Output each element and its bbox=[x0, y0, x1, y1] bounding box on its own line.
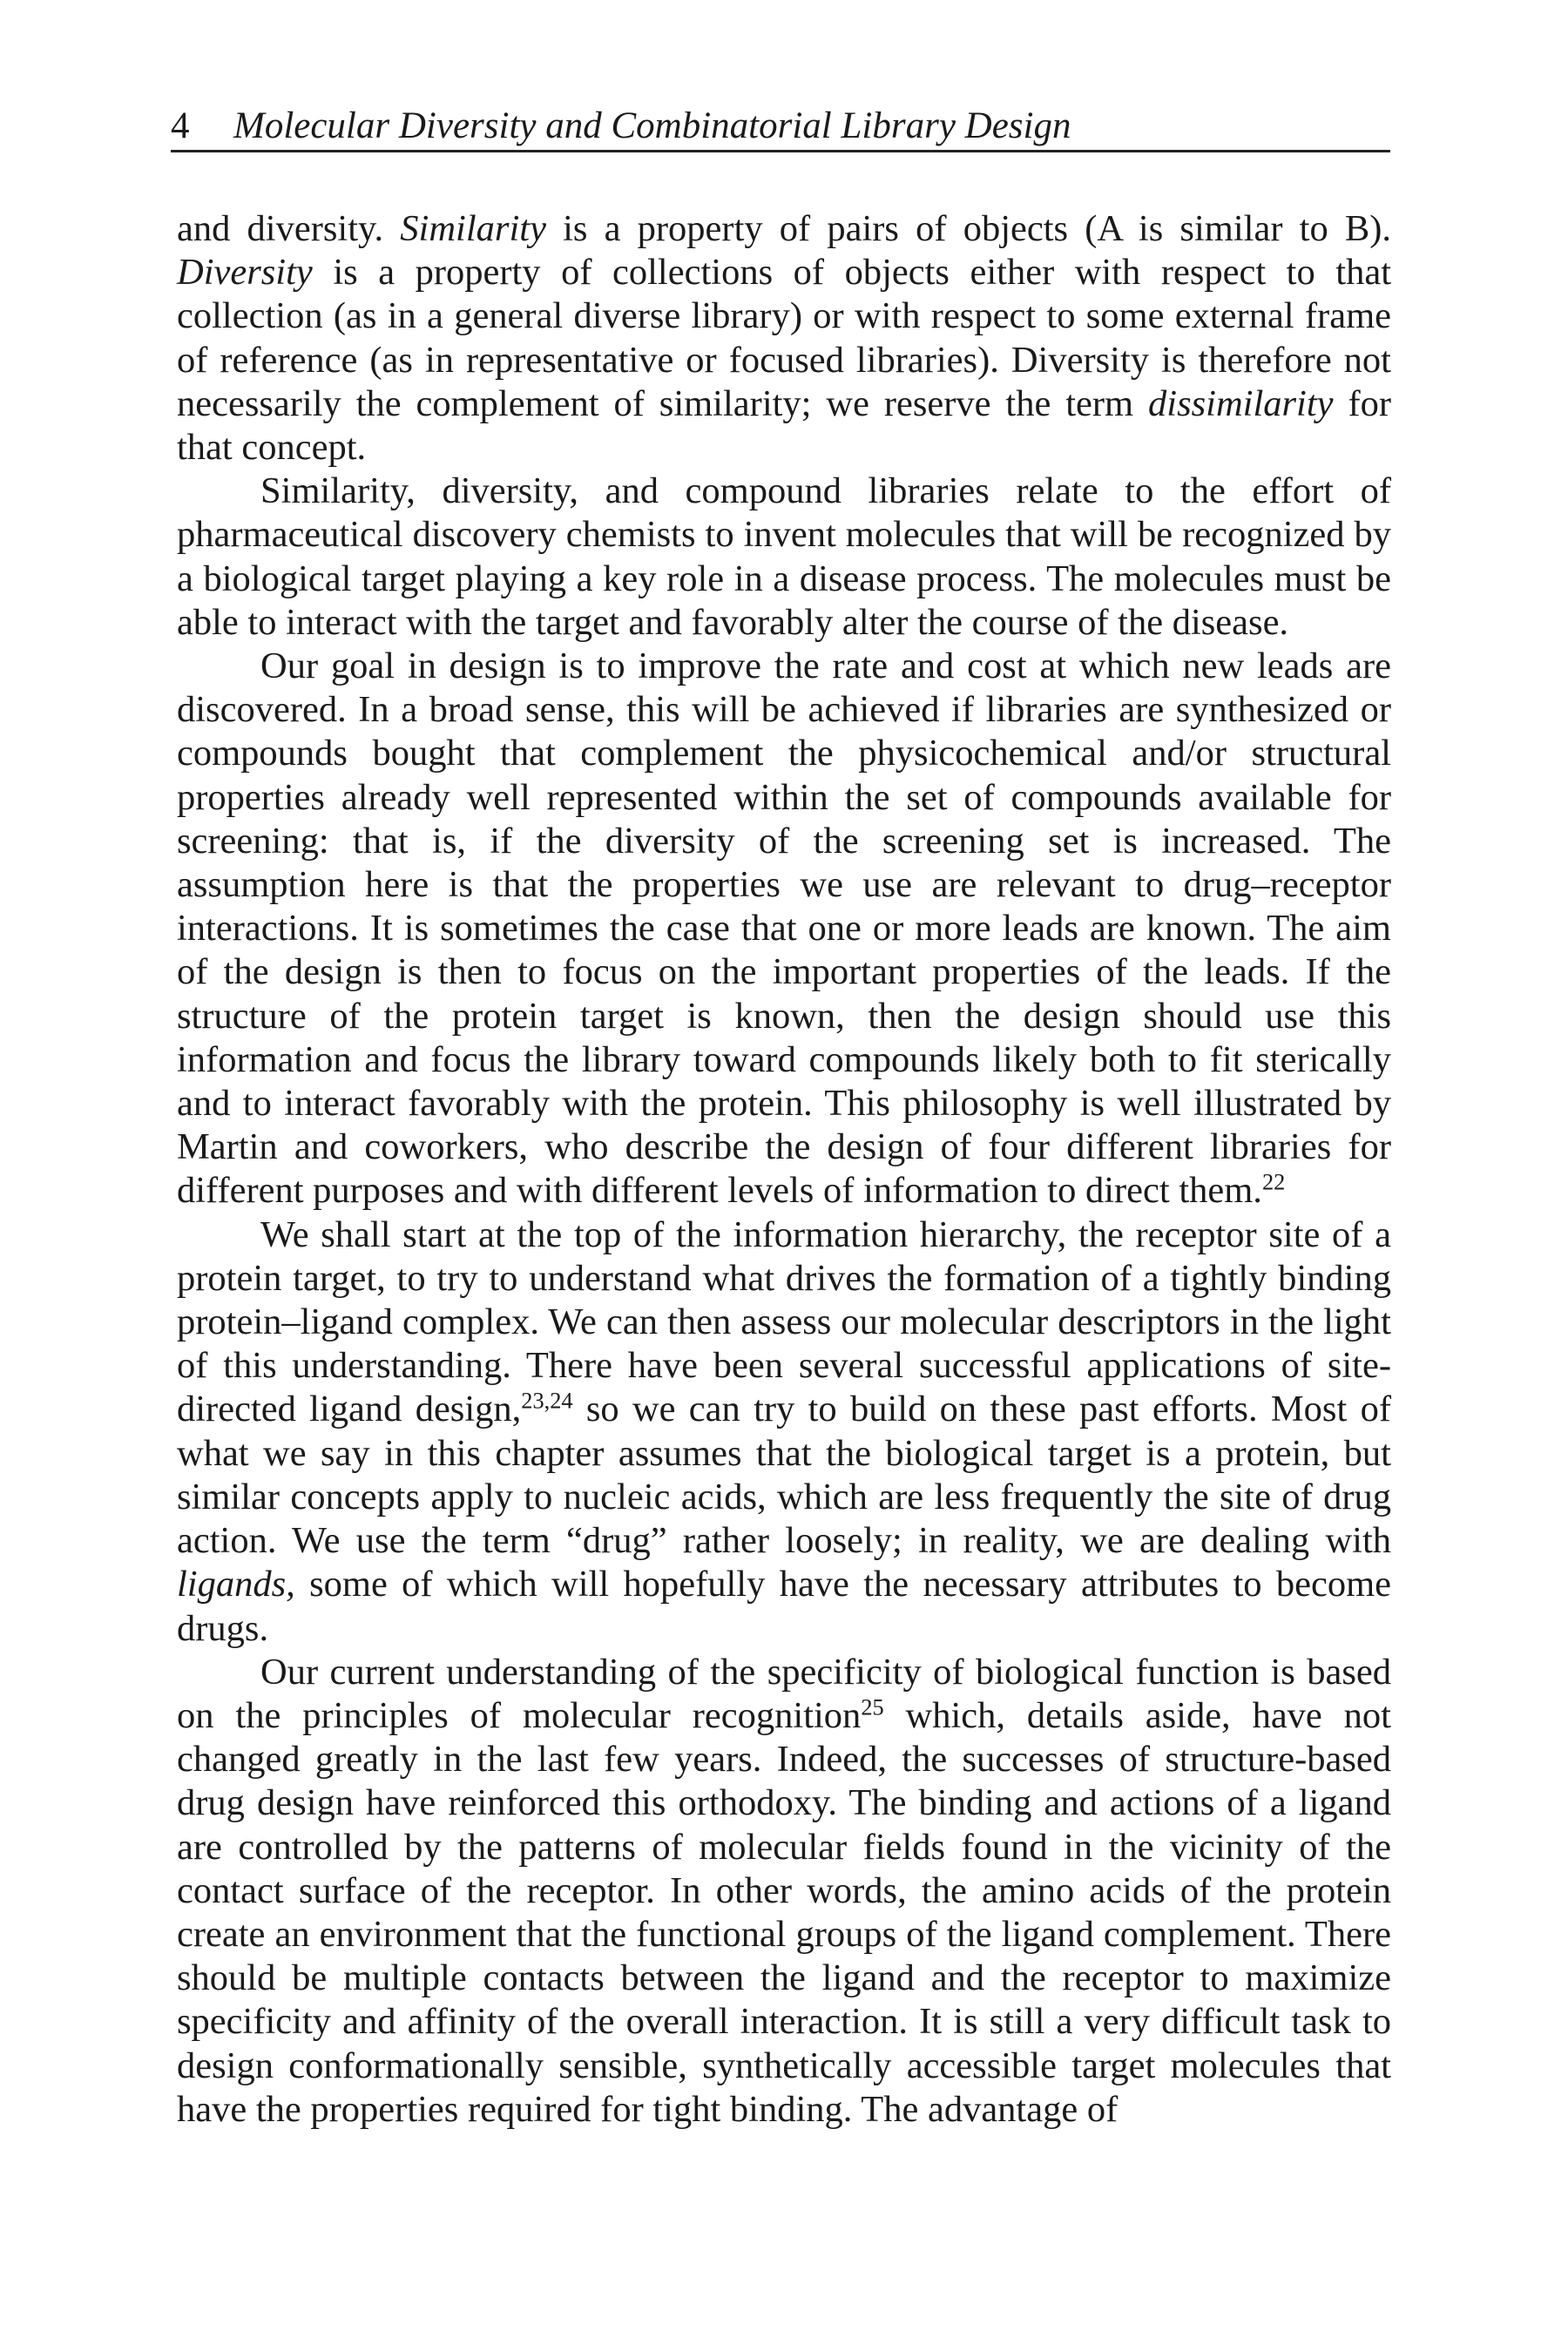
text-run: which, details aside, have not changed greatly in the last few years. Indeed, the successes of structure-based drug design have reinforced this orthodoxy. The binding and actions of a ligand are controlled by the patterns of molecular fields found in the vicinity of the contact surface of the receptor. In other words, the amino acids of the protein create an environment that the functional groups of the ligand complement. There should be multiple contacts between the ligand and the receptor to maximize specificity and affinity of the overall interaction. It is still a very difficult task to design conformationally sensible, synthetically accessible target molecules that have the properties required for tight binding. The advantage of bbox=[177, 1694, 1391, 2130]
text-run: We shall start at the top of the information hierarchy, the receptor site of a protein target, to try to understand what drives the formation of a tightly binding protein–ligand complex. We can then assess our molecular descriptors in the light of this understanding. There have been several successful applications of site-directed ligand design, bbox=[177, 1213, 1391, 1430]
citation-ref: 25 bbox=[861, 1694, 884, 1720]
citation-ref: 23,24 bbox=[521, 1389, 573, 1414]
term-diversity: Diversity bbox=[177, 252, 313, 294]
paragraph-1 bbox=[177, 207, 1391, 470]
text-run: Our current understanding of the specificity of biological function is based on the principles of molecular recognition bbox=[177, 1651, 1391, 1736]
text-run: some of which will hopefully have the necessary attributes to become drugs. bbox=[177, 1564, 1391, 1649]
text-run: and diversity. bbox=[177, 208, 401, 249]
text-run: is a property of pairs of objects (A is similar to B). bbox=[545, 208, 1391, 249]
text-run: Our goal in design is to improve the rate and cost at which new leads are discovered. In a broad sense, this will be achieved if libraries are synthesized or compounds bought that complement the physicochemical and/or structural properties already well represented within the set of compounds available for screening: that is, if the diversity of the screening set is increased. The assumption here is that the properties we use are relevant to drug–receptor interactions. It is sometimes the case that one or more leads are known. The aim of the design is then to focus on the important properties of the leads. If the structure of the protein target is known, then the design should use this information and focus the library toward compounds likely both to fit sterically and to interact favorably with the protein. This philosophy is well illustrated by Martin and coworkers, who describe the design of four different libraries for different purposes and with different levels of information to direct them. bbox=[177, 645, 1391, 1212]
citation-ref: 22 bbox=[1261, 1169, 1286, 1195]
book-title: Molecular Diversity and Combinatorial Library Design bbox=[233, 105, 1071, 146]
term-ligands: ligands, bbox=[177, 1564, 295, 1605]
running-head bbox=[171, 103, 1390, 152]
paragraph-4 bbox=[177, 1213, 1391, 1651]
text-run: Similarity, diversity, and compound libraries relate to the effort of pharmaceutical discovery chemists to invent molecules that will be recognized by a biological target playing a key role in a disease process. The molecules must be able to interact with the target and favorably alter the course of the disease. bbox=[177, 470, 1391, 643]
page-number: 4 bbox=[171, 105, 190, 146]
text-run: for that concept. bbox=[177, 382, 1391, 469]
paragraph-3 bbox=[177, 645, 1391, 1213]
text-run: is a property of collections of objects either with respect to that collection (as in a general diverse library) or with respect to some external frame of reference (as in representative or focused libraries). Diversity is therefore not necessarily the complement of similarity; we reserve the term bbox=[177, 252, 1391, 424]
body-text bbox=[177, 207, 1391, 2132]
paragraph-2 bbox=[177, 470, 1391, 645]
term-dissimilarity: dissimilarity bbox=[1148, 382, 1334, 424]
text-run: so we can try to build on these past efforts. Most of what we say in this chapter assumes that the biological target is a protein, but similar concepts apply to nucleic acids, which are less frequently the site of drug action. We use the term “drug” rather loosely; in reality, we are dealing with bbox=[177, 1389, 1391, 1562]
term-similarity: Similarity bbox=[400, 208, 546, 249]
paragraph-5 bbox=[177, 1651, 1391, 2132]
